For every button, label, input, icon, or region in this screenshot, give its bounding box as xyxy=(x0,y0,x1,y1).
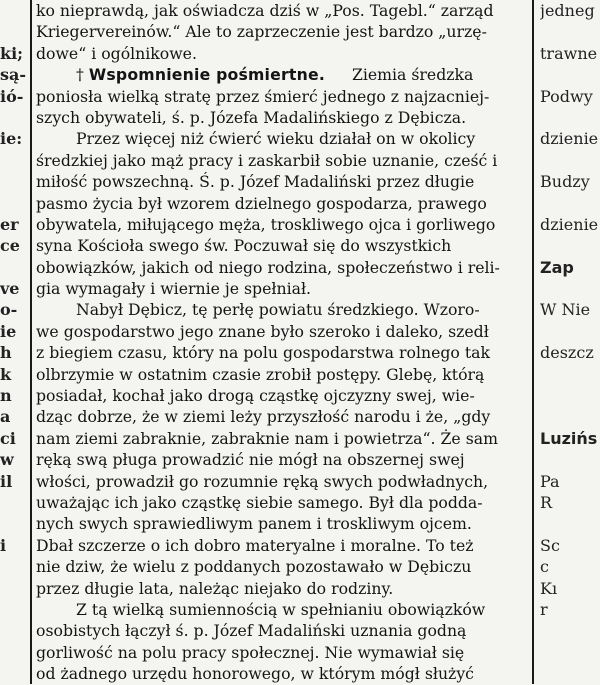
article-line: gorliwość na polu pracy społecznej. Nie wymawiał się xyxy=(36,642,465,662)
article-line: syna Kościoła swego św. Poczuwał się do wszystkich xyxy=(36,236,452,256)
right-column-fragments xyxy=(540,0,600,685)
article-line: nie dziw, że wielu z poddanych pozostawało w Dębiczu xyxy=(36,557,472,577)
article-column xyxy=(36,0,528,685)
left-fragment: a xyxy=(0,407,11,427)
right-fragment: R xyxy=(540,492,553,512)
left-fragment xyxy=(0,620,28,641)
right-fragment xyxy=(540,364,600,385)
heading-rest: Ziemia średzka xyxy=(351,65,474,85)
left-fragment xyxy=(0,492,28,513)
left-fragment: er xyxy=(0,214,19,234)
left-fragment: il xyxy=(0,471,13,491)
right-fragment: Zap xyxy=(540,257,574,277)
left-fragment xyxy=(0,642,28,663)
article-line: ręką swą pługa prowadzić nie mógł na obszernej swej xyxy=(36,450,465,470)
article-line: obywatela, miłującego męża, troskliwego ojca i gorliwego xyxy=(36,214,496,234)
article-heading xyxy=(36,64,528,85)
left-fragment: o- xyxy=(0,300,18,320)
article-line: we gospodarstwo jego znane było szeroko i daleko, szedł xyxy=(36,321,489,341)
article-line: Przez więcej niż ćwierć wieku działał on w okolicy xyxy=(76,129,476,149)
article-line: dowe“ i ogólnikowe. xyxy=(36,43,197,63)
right-fragment xyxy=(540,193,600,214)
right-fragment xyxy=(540,64,600,85)
right-fragment xyxy=(540,321,600,342)
right-fragment: jedneg xyxy=(540,1,595,20)
article-line: przez długie lata, należąc niejako do rodziny. xyxy=(36,578,394,598)
article-line: Nabył Dębicz, tę perłę powiatu średzkiego. Wzoro- xyxy=(76,300,480,320)
article-line: poniosła wielką stratę przez śmierć jednego z najzacniej- xyxy=(36,86,490,106)
right-fragment xyxy=(540,513,600,534)
right-fragment: Podwy xyxy=(540,86,593,106)
cross-symbol: † xyxy=(76,65,84,85)
left-fragment: w xyxy=(0,450,14,470)
right-fragment xyxy=(540,406,600,427)
right-fragment: c xyxy=(540,557,549,577)
right-fragment xyxy=(540,620,600,641)
left-fragment xyxy=(0,556,28,577)
right-fragment: W Nie xyxy=(540,300,591,320)
heading-title: Wspomnienie pośmiertne. xyxy=(88,65,325,85)
article-line: włości, prowadził go rozumnie ręką swych podwładnych, xyxy=(36,471,489,491)
article-line: Kriegervereinów.“ Ale to zaprzeczenie jest bardzo „urzę- xyxy=(36,22,487,42)
right-fragment: trawne xyxy=(540,43,598,63)
left-fragment: ci xyxy=(0,428,16,448)
left-column-fragments xyxy=(0,0,28,685)
right-fragment: Kı xyxy=(540,578,558,598)
left-fragment: ió- xyxy=(0,86,24,106)
right-fragment: Budzy xyxy=(540,172,590,192)
left-fragment: ve xyxy=(0,279,20,299)
left-fragment: ce xyxy=(0,236,20,256)
left-fragment: h xyxy=(0,343,12,363)
right-fragment: dzienie xyxy=(540,129,599,149)
article-line: miłość powszechną. Ś. p. Józef Madaliński przez długie xyxy=(36,172,475,192)
article-line: uważając ich jako cząstkę siebie samego. Był dla podda- xyxy=(36,492,483,512)
left-fragment xyxy=(0,21,28,42)
article-line: nam ziemi zabraknie, zabraknie nam i powietrza“. Że sam xyxy=(36,428,498,448)
left-fragment: i xyxy=(0,535,7,555)
left-fragment xyxy=(0,513,28,534)
right-fragment xyxy=(540,21,600,42)
right-fragment: deszcz xyxy=(540,343,594,363)
article-line: od żadnego urzędu honorowego, w którym mógł służyć xyxy=(36,664,474,684)
left-fragment xyxy=(0,257,28,278)
left-fragment: ie: xyxy=(0,129,23,149)
left-fragment xyxy=(0,599,28,620)
article-line: posiadał, kochał jako drogą cząstkę ojczyzny swej, wie- xyxy=(36,386,475,406)
left-fragment: ie xyxy=(0,321,17,341)
right-fragment: r xyxy=(540,599,548,619)
left-fragment: są- xyxy=(0,65,27,85)
left-fragment: k xyxy=(0,364,12,384)
right-fragment xyxy=(540,107,600,128)
article-line: średzkiej jako mąż pracy i zaskarbił sobie uznanie, cześć i xyxy=(36,150,498,170)
right-fragment xyxy=(540,235,600,256)
article-line: z biegiem czasu, który na polu gospodarstwa rolnego tak xyxy=(36,343,490,363)
article-line: Z tą wielką sumiennością w spełnianiu obowiązków xyxy=(76,599,486,619)
article-line: gia wymagały i wiernie je spełniał. xyxy=(36,279,312,299)
article-line: Dbał szczerze o ich dobro materyalne i moralne. To też xyxy=(36,535,474,555)
article-line: ko nieprawdą, jak oświadcza dziś w „Pos. Tagebl.“ zarząd xyxy=(36,1,494,20)
right-fragment xyxy=(540,642,600,663)
left-fragment xyxy=(0,0,28,21)
left-fragment xyxy=(0,171,28,192)
column-rule-right xyxy=(532,0,534,684)
left-fragment: n xyxy=(0,386,12,406)
right-fragment xyxy=(540,663,600,684)
left-fragment xyxy=(0,107,28,128)
article-line: pasmo życia był wzorem dzielnego gospodarza, prawego xyxy=(36,193,487,213)
column-rule-left xyxy=(30,0,32,684)
right-fragment xyxy=(540,150,600,171)
right-fragment xyxy=(540,385,600,406)
right-fragment xyxy=(540,278,600,299)
right-fragment: dzienie xyxy=(540,214,599,234)
article-line: szych obywateli, ś. p. Józefa Madalińskiego z Dębicza. xyxy=(36,107,467,127)
left-fragment xyxy=(0,578,28,599)
right-fragment: Sc xyxy=(540,535,560,555)
article-line: dząc dobrze, że w ziemi leży przyszłość narodu i że, „gdy xyxy=(36,407,491,427)
left-fragment xyxy=(0,150,28,171)
right-fragment: Luzińs xyxy=(540,428,598,448)
right-fragment xyxy=(540,449,600,470)
left-fragment: ki; xyxy=(0,43,24,63)
article-line: osobistych łączył ś. p. Józef Madaliński uznania godną xyxy=(36,621,467,641)
right-fragment: Pa xyxy=(540,471,560,491)
article-line: obowiązków, jakich od niego rodzina, społeczeństwo i reli- xyxy=(36,257,500,277)
article-line: olbrzymie w ostatnim czasie zrobił postępy. Glebę, którą xyxy=(36,364,485,384)
article-line: nych swych sprawiedliwym panem i troskliwym ojcem. xyxy=(36,514,472,534)
left-fragment xyxy=(0,663,28,684)
left-fragment xyxy=(0,193,28,214)
